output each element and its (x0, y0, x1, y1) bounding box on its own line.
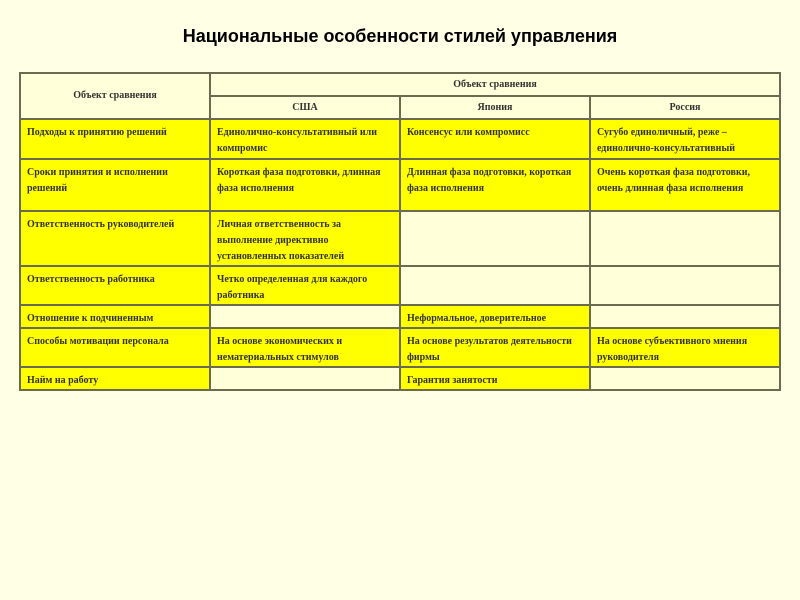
table-cell: Неформальное, доверительное (400, 305, 590, 328)
row-label: Способы мотивации персонала (20, 328, 210, 367)
row-label: Отношение к подчиненным (20, 305, 210, 328)
row-header-label: Объект сравнения (20, 73, 210, 119)
table-row (20, 119, 780, 159)
table-cell: Длинная фаза подготовки, короткая фаза исполнения (400, 159, 590, 211)
table-cell: Единолично-консультативный или компромис (210, 119, 400, 159)
table-cell (590, 367, 780, 390)
slide-title: Национальные особенности стилей управления (182, 26, 618, 46)
table-cell: На основе результатов деятельности фирмы (400, 328, 590, 367)
table-row (20, 159, 780, 211)
group-header-label: Объект сравнения (210, 73, 780, 96)
table-cell (590, 305, 780, 328)
table-cell: Личная ответственность за выполнение директивно установленных показателей (210, 211, 400, 266)
column-header-japan: Япония (400, 96, 590, 119)
table-cell: Короткая фаза подготовки, длинная фаза исполнения (210, 159, 400, 211)
table-cell: Сугубо единоличный, реже – единолично-консультативный (590, 119, 780, 159)
table-cell (400, 266, 590, 305)
table-cell: Четко определенная для каждого работника (210, 266, 400, 305)
row-label: Найм на работу (20, 367, 210, 390)
table-cell (210, 305, 400, 328)
table-row (20, 211, 780, 266)
table-row (20, 328, 780, 367)
table-cell (590, 211, 780, 266)
table-row (20, 305, 780, 328)
table-cell (210, 367, 400, 390)
comparison-table (19, 72, 781, 391)
row-label: Сроки принятия и исполнении решений (20, 159, 210, 211)
column-header-usa: США (210, 96, 400, 119)
table-cell: Консенсус или компромисс (400, 119, 590, 159)
table-cell: На основе субъективного мнения руководителя (590, 328, 780, 367)
table-cell: Гарантия занятости (400, 367, 590, 390)
table-cell: На основе экономических и нематериальных стимулов (210, 328, 400, 367)
table-cell (400, 211, 590, 266)
column-header-russia: Россия (590, 96, 780, 119)
table-row (20, 266, 780, 305)
row-label: Ответственность руководителей (20, 211, 210, 266)
table-row (20, 367, 780, 390)
table-cell (590, 266, 780, 305)
table-cell: Очень короткая фаза подготовки, очень длинная фаза исполнения (590, 159, 780, 211)
row-label: Ответственность работника (20, 266, 210, 305)
row-label: Подходы к принятию решений (20, 119, 210, 159)
